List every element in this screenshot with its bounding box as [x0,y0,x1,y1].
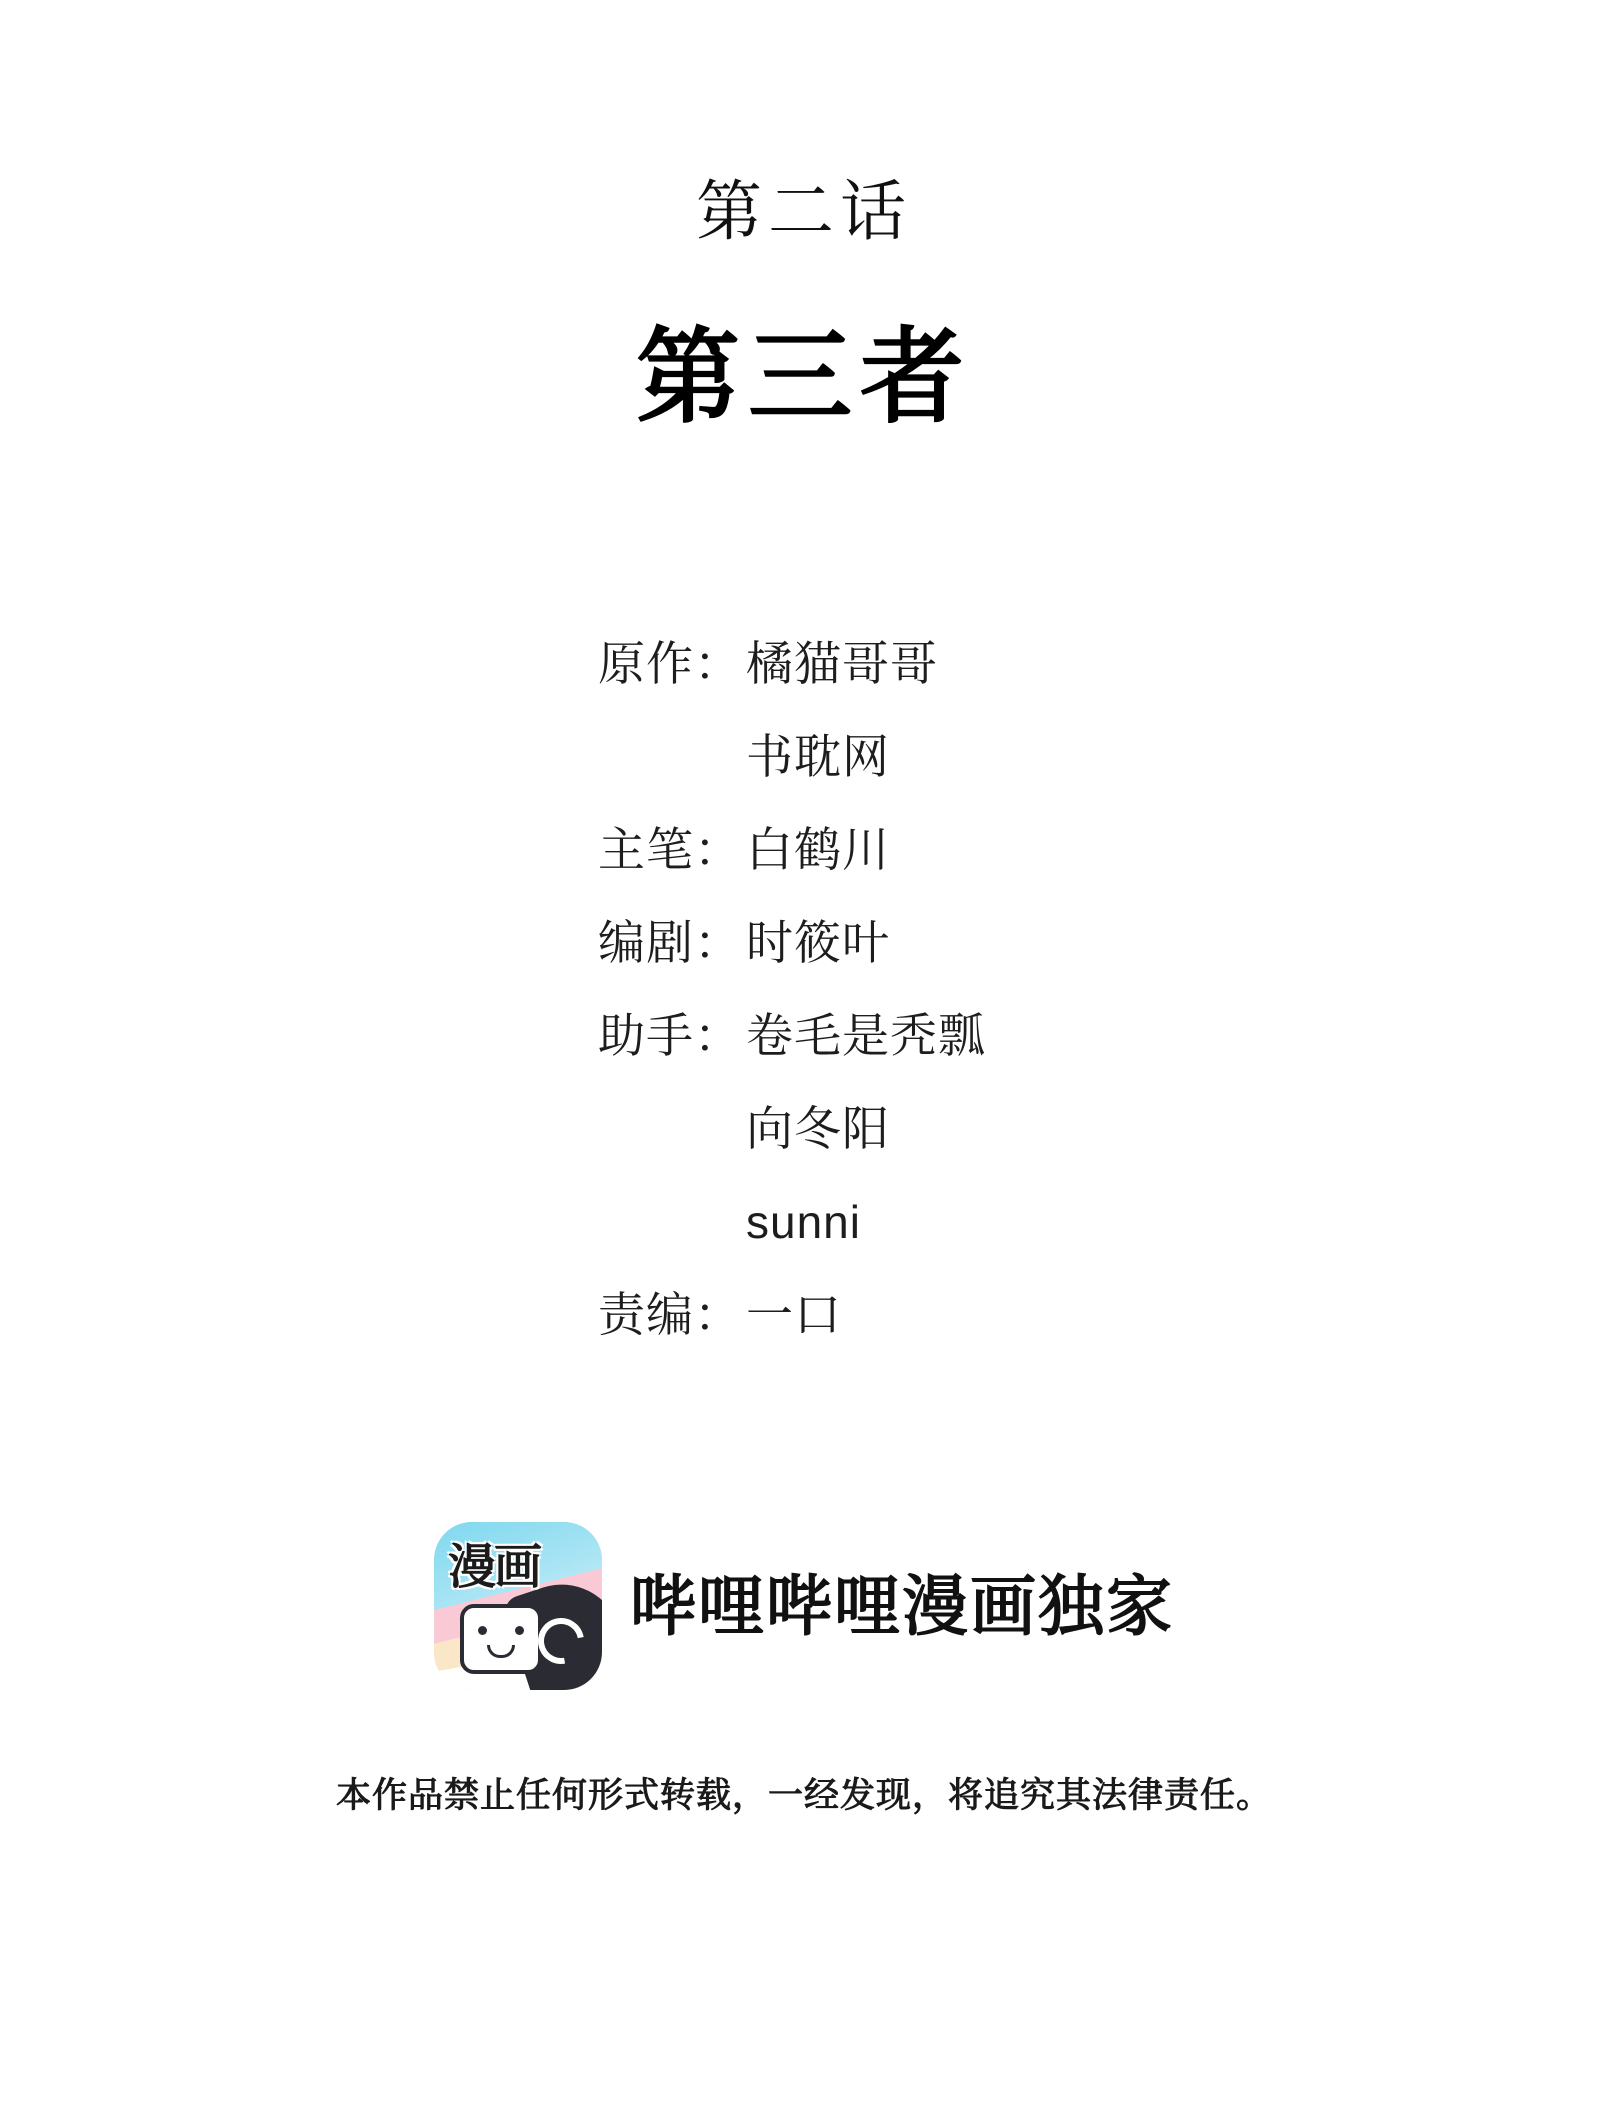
credit-row [598,916,890,969]
credit-value: 时筱叶 [746,916,890,969]
credit-value: 一口 [746,1288,842,1341]
credit-value: 向冬阳 [746,1102,890,1155]
credit-row [598,823,890,876]
credit-value: sunni [746,1196,861,1248]
copyright-disclaimer: 本作品禁止任何形式转载，一经发现，将追究其法律责任。 [335,1776,1272,1815]
credit-row [598,730,890,783]
credit-label: 原作： [598,637,742,690]
logo-mascot-face-icon [460,1604,542,1674]
logo-kanji-text: 漫画 [448,1541,541,1594]
credit-label: 责编： [598,1288,742,1341]
credit-value: 卷毛是秃瓢 [746,1009,986,1062]
credit-value: 书耽网 [746,730,890,783]
chapter-number: 第二话 [696,174,912,248]
credit-value: 橘猫哥哥 [746,637,938,690]
credit-label: 主笔： [598,823,742,876]
brand-block [434,1522,1174,1690]
credit-row [598,1009,986,1062]
bilibili-manga-logo-icon [434,1522,602,1690]
credit-value: 白鹤川 [746,823,890,876]
brand-text: 哔哩哔哩漫画独家 [630,1569,1174,1643]
chapter-title: 第三者 [635,320,972,436]
credits-list [0,637,1608,1384]
credit-row [598,1196,861,1248]
credit-label: 助手： [598,1009,742,1062]
credit-row [598,1288,842,1341]
credit-row [598,637,938,690]
credit-row [598,1102,890,1155]
credit-label: 编剧： [598,916,742,969]
logo-mascot-mouth-shape [487,1645,515,1658]
